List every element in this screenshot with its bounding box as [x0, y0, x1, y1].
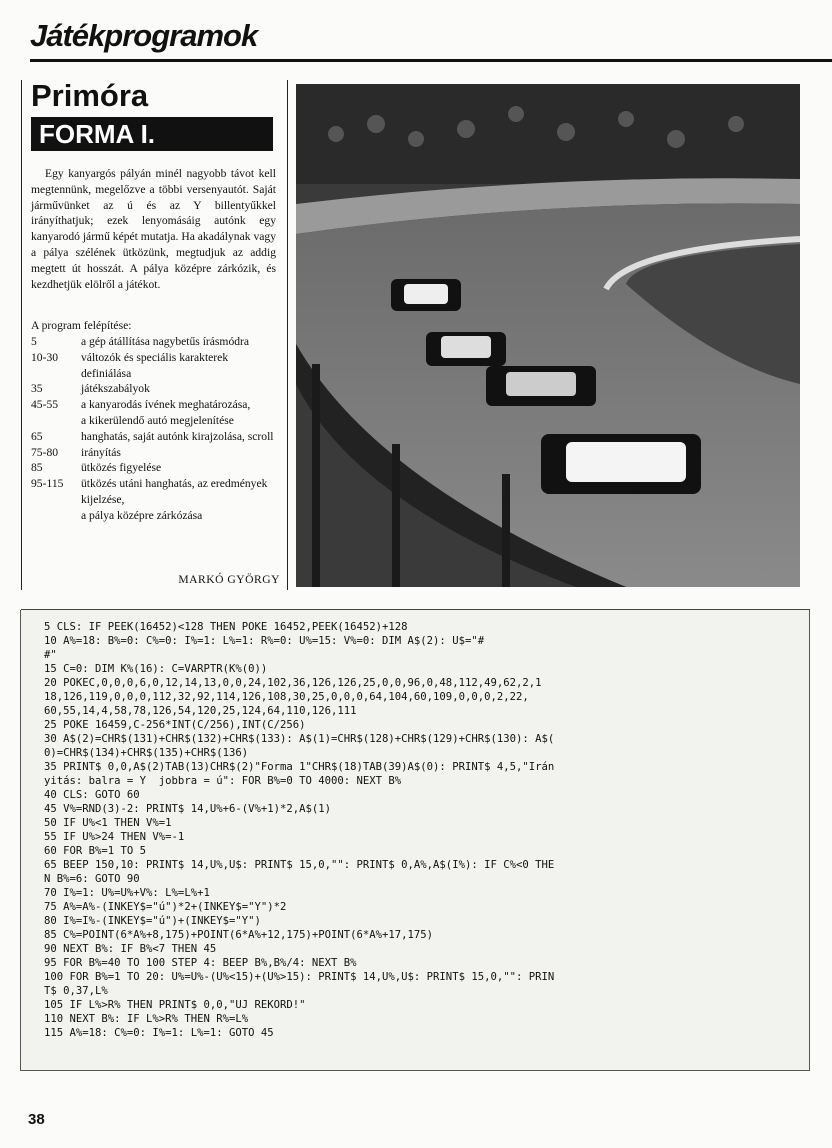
structure-line-range: [31, 508, 81, 524]
code-line: 95 FOR B%=40 TO 100 STEP 4: BEEP B%,B%/4: NEXT B%: [44, 957, 357, 969]
structure-description: a pálya középre zárkózása: [81, 508, 203, 522]
structure-row: [31, 476, 281, 508]
structure-description: a gép átállítása nagybetűs írásmódra: [81, 335, 250, 348]
section-header: Játékprogramok: [30, 18, 258, 53]
intro-paragraph: Egy kanyargós pályán minél nagyobb távot kell megtennünk, megelőzve a többi versenyautót. Saját járművünket az ú és az Y billentyűkkel irányíthatjuk; ezek lenyomásáig autónk egy kanyarodó jármű képét mutatja. Ha akadálynak vagy a pálya szélének ütközünk, megtudjuk az addig megtett út hosszát. A pálya középre zárkózik, és kezdhetjük elölről a játékot.: [31, 167, 276, 291]
structure-row: [31, 508, 281, 524]
column-divider-middle: [287, 80, 288, 590]
structure-line-range: [31, 413, 81, 429]
program-structure-list: [31, 334, 281, 524]
article-subtitle: FORMA I.: [39, 119, 156, 149]
code-line: 65 BEEP 150,10: PRINT$ 14,U%,U$: PRINT$ 15,0,"": PRINT$ 0,A%,A$(I%): IF C%<0 THE: [44, 859, 555, 871]
intro-text: [31, 166, 276, 292]
column-divider-left: [21, 80, 22, 590]
code-line: yitás: balra = Y jobbra = ú": FOR B%=0 TO 4000: NEXT B%: [44, 775, 402, 787]
structure-line-range: 65: [31, 429, 43, 443]
code-line: 35 PRINT$ 0,0,A$(2)TAB(13)CHR$(2)"Forma 1"CHR$(18)TAB(39)A$(0): PRINT$ 4,5,"Irán: [44, 761, 555, 773]
structure-description: játékszabályok: [81, 382, 150, 396]
structure-line-range: 45-55: [31, 398, 59, 412]
code-line: T$ 0,37,L%: [44, 985, 108, 997]
structure-row: [31, 429, 281, 445]
code-line: N B%=6: GOTO 90: [44, 873, 140, 885]
structure-description: hanghatás, saját autónk kirajzolása, scroll: [81, 429, 274, 443]
author-name: MARKÓ GYÖRGY: [178, 573, 280, 586]
structure-row: [31, 381, 281, 397]
code-line: 90 NEXT B%: IF B%<7 THEN 45: [44, 943, 217, 955]
structure-description: változók és speciális karakterek definiálása: [81, 350, 229, 380]
code-line: 45 V%=RND(3)-2: PRINT$ 14,U%+6-(V%+1)*2,A$(1): [44, 803, 332, 815]
structure-line-range: 75-80: [31, 445, 59, 459]
structure-line-range: 10-30: [31, 350, 59, 364]
program-structure-label: A program felépítése:: [31, 319, 132, 332]
code-line: 15 C=0: DIM K%(16): C=VARPTR(K%(0)): [44, 663, 268, 675]
structure-row: [31, 445, 281, 461]
header-rule: [30, 59, 832, 62]
race-photo: [296, 84, 800, 587]
code-line: 18,126,119,0,0,0,112,32,92,114,126,108,30,25,0,0,0,64,104,60,109,0,0,0,2,22,: [44, 691, 529, 703]
code-line: 75 A%=A%-(INKEY$="ú")*2+(INKEY$="Y")*2: [44, 901, 287, 913]
code-line: 40 CLS: GOTO 60: [44, 789, 140, 801]
structure-line-range: 35: [31, 382, 43, 396]
code-line: #": [44, 649, 57, 661]
basic-code-listing: [44, 620, 796, 1040]
code-line: 10 A%=18: B%=0: C%=0: I%=1: L%=1: R%=0: U%=15: V%=0: DIM A$(2): U$="#: [44, 635, 485, 647]
structure-description: ütközés figyelése: [81, 461, 162, 475]
code-line: 60,55,14,4,58,78,126,54,120,25,124,64,110,126,111: [44, 705, 357, 717]
structure-description: a kanyarodás ívének meghatározása,: [81, 398, 251, 412]
code-line: 60 FOR B%=1 TO 5: [44, 845, 147, 857]
structure-row: [31, 460, 281, 476]
code-line: 85 C%=POINT(6*A%+8,175)+POINT(6*A%+12,175)+POINT(6*A%+17,175): [44, 929, 434, 941]
code-line: 55 IF U%>24 THEN V%=-1: [44, 831, 185, 843]
code-line: 25 POKE 16459,C-256*INT(C/256),INT(C/256): [44, 719, 306, 731]
code-line: 115 A%=18: C%=0: I%=1: L%=1: GOTO 45: [44, 1027, 274, 1039]
structure-row: [31, 413, 281, 429]
structure-description: ütközés utáni hanghatás, az eredmények kijelzése,: [81, 477, 268, 506]
code-line: 5 CLS: IF PEEK(16452)<128 THEN POKE 16452,PEEK(16452)+128: [44, 621, 408, 633]
structure-row: [31, 397, 281, 413]
code-line: 70 I%=1: U%=U%+V%: L%=L%+1: [44, 887, 210, 899]
structure-row: [31, 334, 281, 350]
structure-description: irányítás: [81, 445, 121, 459]
code-line: 20 POKEC,0,0,0,6,0,12,14,13,0,0,24,102,36,126,126,25,0,0,96,0,48,112,49,62,2,1: [44, 677, 542, 689]
code-line: 105 IF L%>R% THEN PRINT$ 0,0,"UJ REKORD!": [44, 999, 306, 1011]
code-line: 110 NEXT B%: IF L%>R% THEN R%=L%: [44, 1013, 249, 1025]
code-line: 30 A$(2)=CHR$(131)+CHR$(132)+CHR$(133): A$(1)=CHR$(128)+CHR$(129)+CHR$(130): A$(: [44, 733, 555, 745]
structure-line-range: 95-115: [31, 477, 64, 491]
structure-description: a kikerülendő autó megjelenítése: [81, 413, 234, 427]
code-line: 100 FOR B%=1 TO 20: U%=U%-(U%<15)+(U%>15): PRINT$ 14,U%,U$: PRINT$ 15,0,"": PRIN: [44, 971, 555, 983]
article-title: Primóra: [31, 78, 149, 113]
structure-row: [31, 350, 281, 382]
page-number: 38: [28, 1111, 45, 1128]
code-line: 0)=CHR$(134)+CHR$(135)+CHR$(136): [44, 747, 249, 759]
code-line: 50 IF U%<1 THEN V%=1: [44, 817, 172, 829]
structure-line-range: 5: [31, 335, 37, 348]
structure-line-range: 85: [31, 461, 43, 475]
code-line: 80 I%=I%-(INKEY$="ú")+(INKEY$="Y"): [44, 915, 261, 927]
